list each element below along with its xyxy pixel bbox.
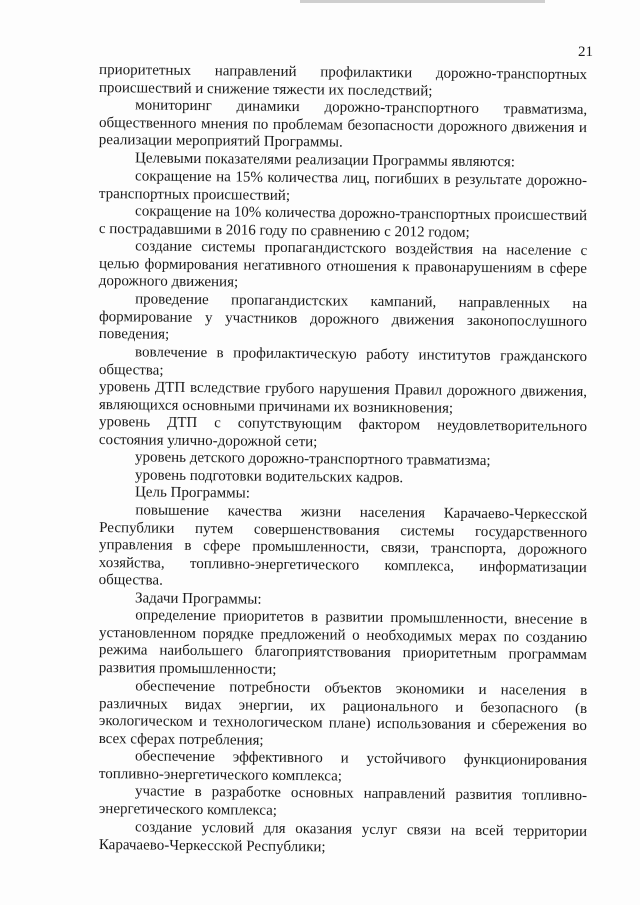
paragraph: определение приоритетов в развитии промышленности, внесение в установленном порядке предложений о необходимых мерах по созданию режима наибольшего благоприятствования приоритетным программам развития промышленности; (98, 607, 588, 679)
paragraph: сокращение на 15% количества лиц, погибших в результате дорожно-транспортных происшествий; (98, 167, 588, 204)
paragraph: вовлечение в профилактическую работу институтов гражданского общества; (98, 343, 588, 378)
paragraph: создание условий для оказания услуг связи на всей территории Карачаево-Черкесской Республики; (98, 818, 588, 855)
paragraph: Цель Программы: (134, 484, 251, 502)
paragraph: проведение пропагандистских кампаний, направленных на формирование у участников дорожного движения законопослушного поведения; (98, 291, 588, 343)
paragraph: сокращение на 10% количества дорожно-транспортных происшествий с пострадавшими в 2016 году по сравнению с 2012 годом; (98, 203, 588, 241)
paragraph: обеспечение эффективного и устойчивого функционирования топливно-энергетического комплекса; (98, 748, 588, 785)
page-number: 21 (578, 44, 593, 60)
paragraph: уровень подготовки водительских кадров. (134, 467, 404, 486)
paragraph: мониторинг динамики дорожно-транспортного травматизма, общественного мнения по проблемам безопасности дорожного движения и реализации мероприятий Программы. (98, 97, 588, 151)
body-text (99, 62, 587, 854)
paragraph: участие в разработке основных направлений развития топливно-энергетического комплекса; (98, 783, 588, 819)
paragraph: создание системы пропагандистского воздействия на население с целью формирования негативного отношения к правонарушениям в сфере дорожного движения; (98, 238, 588, 291)
paragraph: повышение качества жизни населения Карачаево-Черкесской Республики путем совершенствования системы государственного управления в сфере промышленности, связи, транспорта, дорожного хозяйства, топливно-энергетического комплекса, информатизации общества. (98, 502, 588, 589)
scan-edge-mark (300, 0, 545, 3)
paragraph: уровень ДТП вследствие грубого нарушения Правил дорожного движения, являющихся основными причинами их возникновения; (98, 378, 588, 416)
paragraph: уровень ДТП с сопутствующим фактором неудовлетворительного состояния улично-дорожной сети; (98, 413, 588, 450)
paragraph: уровень детского дорожно-транспортного травматизма; (134, 449, 491, 470)
paragraph: Целевыми показателями реализации Программы являются: (134, 150, 516, 171)
paragraph: приоритетных направлений профилактики дорожно-транспортных происшествий и снижение тяжести их последствий; (98, 62, 588, 100)
paragraph: Задачи Программы: (134, 590, 262, 608)
paragraph: обеспечение потребности объектов экономики и населения в различных видах энергии, их рационального и безопасного (в экологическом и технологическом плане) использования и сбережения во всех сферах потребления; (98, 678, 588, 749)
